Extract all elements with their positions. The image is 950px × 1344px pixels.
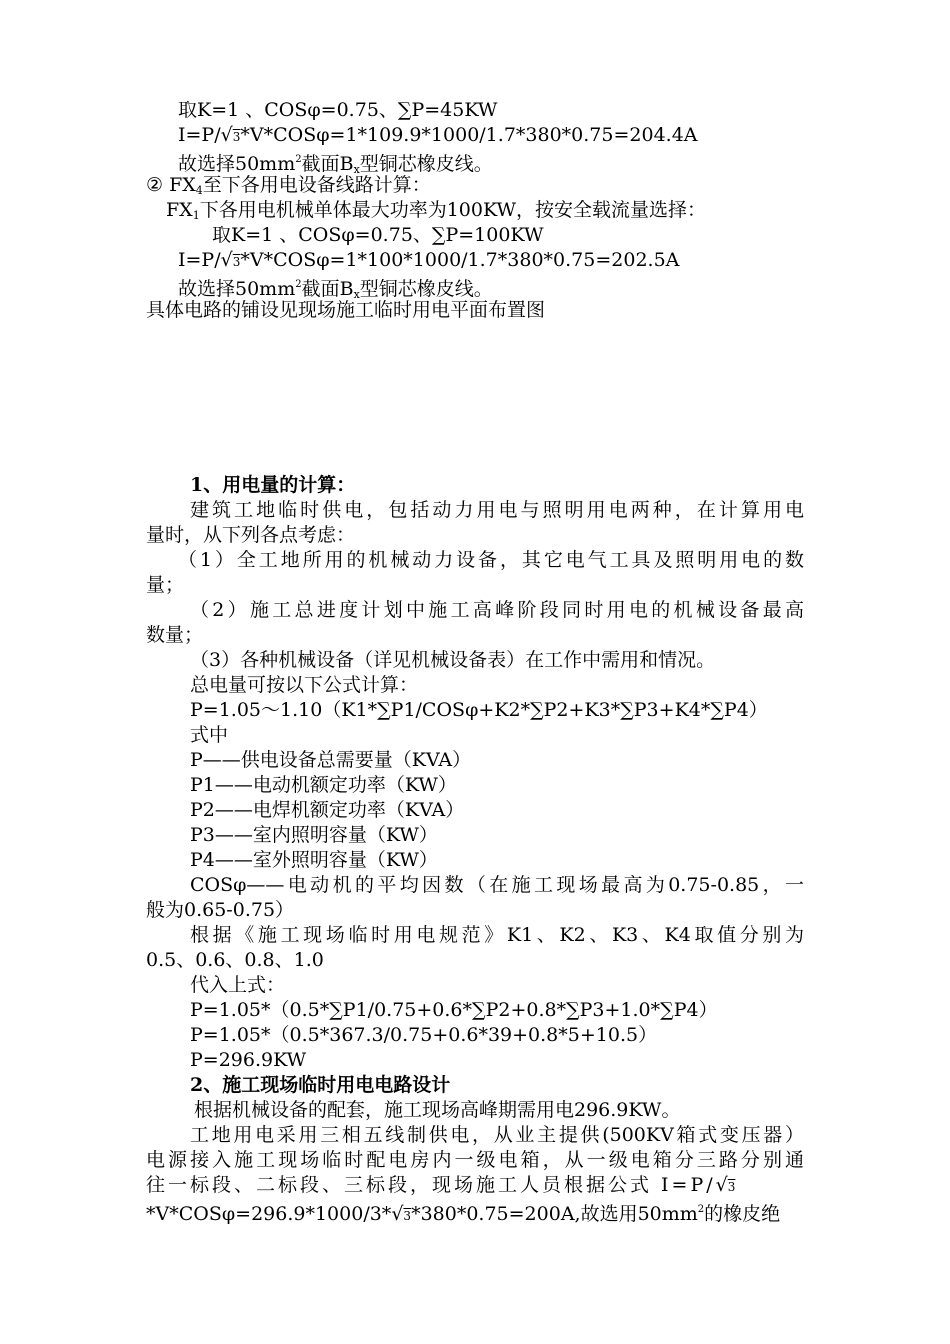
def-p3: P3——室内照明容量（KW）: [190, 824, 438, 846]
section-1-title: 1、用电量的计算：: [190, 474, 356, 496]
def-cos-line1: COSφ——电动机的平均因数（在施工现场最高为0.75-0.85，一: [190, 874, 804, 896]
sqrt-radicand: 3: [727, 1180, 736, 1194]
k-values-line2: 0.5、0.6、0.8、1.0: [146, 949, 324, 971]
sqrt-radicand: 3: [403, 1209, 412, 1223]
subscript-x: x: [353, 163, 360, 176]
sec1-item1-line2: 量；: [146, 574, 185, 596]
def-cos-line2: 般为0.65-0.75）: [146, 899, 295, 921]
formula-where: 式中: [190, 724, 229, 746]
formula-prefix: I=P/: [178, 249, 221, 271]
sec2-line4-tail: 的橡皮绝: [704, 1203, 781, 1225]
cable-section-text: 截面B: [301, 153, 354, 175]
sec2-para2-line4: [146, 1198, 780, 1228]
sec1-para1-line1: 建筑工地临时供电，包括动力用电与照明用电两种，在计算用电: [190, 499, 804, 521]
def-p1: P1——电动机额定功率（KW）: [190, 774, 457, 796]
total-power-formula: P=1.05～1.10（K1*∑P1/COSφ+K2*∑P2+K3*∑P3+K4*∑P4）: [190, 699, 768, 721]
line-current-calc-1: [178, 123, 698, 149]
substitute-formula: P=1.05*（0.5*∑P1/0.75+0.6*∑P2+0.8*∑P3+1.0*∑P4）: [190, 999, 718, 1021]
formula-intro: 总电量可按以下公式计算：: [190, 674, 419, 696]
line-current-calc-2: [178, 248, 679, 274]
sec2-line4-formula: *V*COSφ=296.9*1000/3*: [146, 1203, 392, 1225]
sqrt-radicand: 3: [232, 255, 241, 269]
superscript-2: 2: [697, 1204, 705, 1215]
section-2-title: 2、施工现场临时用电电路设计: [190, 1074, 451, 1096]
fx4-heading-text: 至下各用电设备线路计算：: [202, 174, 431, 196]
sec2-para2-line1: 工地用电采用三相五线制供电，从业主提供(500KV箱式变压器）: [190, 1124, 804, 1146]
sec1-item3: （3）各种机械设备（详见机械设备表）在工作中需用和情况。: [190, 649, 716, 671]
cable-type-text: 型铜芯橡皮线。: [359, 153, 493, 175]
def-p4: P4——室外照明容量（KW）: [190, 849, 438, 871]
sqrt-symbol: √: [715, 1174, 728, 1196]
sec1-item2-line1: （2）施工总进度计划中施工高峰阶段同时用电的机械设备最高: [190, 599, 804, 621]
def-p: P——供电设备总需要量（KVA）: [190, 749, 472, 771]
def-p2: P2——电焊机额定功率（KVA）: [190, 799, 465, 821]
formula-prefix: I=P/: [178, 124, 221, 146]
substitute-values: P=1.05*（0.5*367.3/0.75+0.6*39+0.8*5+10.5）: [190, 1024, 658, 1046]
k-values-line1: 根据《施工现场临时用电规范》K1、K2、K3、K4取值分别为: [190, 924, 804, 946]
line-k-cos-p45: 取K=1 、COSφ=0.75、∑P=45KW: [178, 99, 498, 121]
fx-label: ② FX: [146, 174, 196, 196]
sec2-line4-result: *380*0.75=200A,故选用50mm: [411, 1203, 698, 1225]
cable-size-text: 故选择50mm: [178, 153, 296, 175]
sec2-para2-line3: [146, 1173, 735, 1199]
subscript-1: 1: [192, 209, 200, 222]
superscript-2: 2: [295, 154, 302, 165]
sqrt-symbol: √: [220, 249, 233, 271]
sqrt-symbol: √: [220, 124, 233, 146]
substitute-intro: 代入上式：: [190, 974, 286, 996]
sqrt-symbol: √: [391, 1203, 404, 1225]
sec1-para1-line2: 量时，从下列各点考虑：: [146, 524, 356, 546]
sec2-line3-text: 往一标段、二标段、三标段，现场施工人员根据公式 I=P/: [146, 1174, 716, 1196]
line-k-cos-p100: 取K=1 、COSφ=0.75、∑P=100KW: [212, 224, 544, 246]
sec2-para1: 根据机械设备的配套，施工现场高峰期需用电296.9KW。: [194, 1099, 681, 1121]
sqrt-radicand: 3: [232, 130, 241, 144]
cable-section-text: 截面B: [301, 278, 354, 300]
formula-rest: *V*COSφ=1*109.9*1000/1.7*380*0.75=204.4A: [240, 124, 698, 146]
sec1-item2-line2: 数量；: [146, 624, 204, 646]
substitute-result: P=296.9KW: [190, 1049, 307, 1071]
superscript-2: 2: [295, 279, 302, 290]
subscript-x: x: [353, 288, 360, 301]
sec2-para2-line2: 电源接入施工现场临时配电房内一级电箱，从一级电箱分三路分别通: [146, 1149, 804, 1171]
fx-label: FX: [166, 199, 193, 221]
cable-type-text: 型铜芯橡皮线。: [359, 278, 493, 300]
sec1-item1-line1: （1）全工地所用的机械动力设备，其它电气工具及照明用电的数: [178, 549, 804, 571]
line-layout-reference: 具体电路的铺设见现场施工临时用电平面布置图: [146, 299, 546, 321]
cable-size-text: 故选择50mm: [178, 278, 296, 300]
subscript-4: 4: [195, 184, 203, 197]
fx1-desc-text: 下各用电机械单体最大功率为100KW，按安全载流量选择：: [199, 199, 707, 221]
formula-rest: *V*COSφ=1*100*1000/1.7*380*0.75=202.5A: [240, 249, 680, 271]
